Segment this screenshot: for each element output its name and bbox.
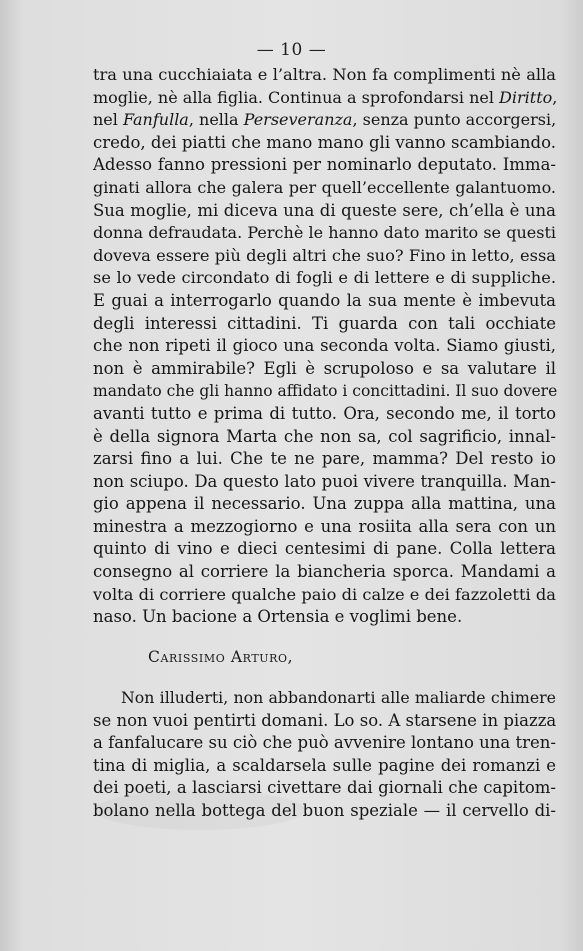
text-line: tra una cucchiaiata e l’altra. Non fa complimenti nè alla (93, 65, 556, 84)
text-line: doveva essere più degli altri che suo? Fino in letto, essa (93, 245, 556, 265)
text-line: minestra a mezzogiorno e una rosiita alla sera con un (93, 516, 556, 536)
text-line: dei poeti, a lasciarsi civettare dai giornali che capitom- (93, 778, 556, 798)
text-line: zarsi fino a lui. Che te ne pare, mamma? Del resto io (93, 449, 556, 469)
letter-salutation: Carissimo Arturo, (148, 648, 294, 666)
text-line: mandato che gli hanno affidato i concittadini. Il suo dovere (93, 382, 558, 401)
text-line: è della signora Marta che non sa, col sagrificio, innal- (93, 426, 556, 446)
text-line: credo, dei piatti che mano mano gli vanno scambiando. (93, 132, 556, 152)
text-line: donna defraudata. Perchè le hanno dato marito se questi (93, 223, 556, 243)
text-line: tina di miglia, a scaldarsela sulle pagine dei romanzi e (93, 755, 556, 775)
text-line: Non illuderti, non abbandonarti alle maliarde chimere (121, 688, 556, 707)
text-line: ginati allora che galera per quell’eccellente galantuomo. (93, 177, 556, 197)
text-line: non sciupo. Da questo lato puoi vivere tranquilla. Man- (93, 471, 556, 491)
text-line: a fanfalucare su ciò che può avvenire lontano una tren- (93, 733, 556, 753)
text-line: non è ammirabile? Egli è scrupoloso e sa valutare il (93, 358, 556, 378)
text-line: quinto di vino e dieci centesimi di pane. Colla lettera (93, 539, 556, 559)
text-line: moglie, nè alla figlia. Continua a sprofondarsi nel Diritto, (93, 87, 558, 107)
text-line: degli interessi cittadini. Ti guarda con tali occhiate (93, 313, 556, 333)
text-line: Adesso fanno pressioni per nominarlo deputato. Imma- (93, 155, 556, 175)
text-line: avanti tutto e prima di tutto. Ora, secondo me, il torto (93, 403, 556, 423)
text-line: gio appena il necessario. Una zuppa alla mattina, una (93, 494, 556, 514)
text-line: consegno al corriere la biancheria sporca. Mandami a (93, 562, 556, 582)
paragraph-letter-2 (93, 687, 556, 823)
text-line: che non ripeti il gioco una seconda volta. Siamo giusti, (93, 336, 556, 356)
page-number: — 10 — (256, 40, 327, 60)
text-line: naso. Un bacione a Ortensia e voglimi bene. (93, 607, 463, 627)
paragraph-letter-1 (93, 64, 556, 629)
text-line: se lo vede circondato di fogli e di lettere e di suppliche. (93, 268, 556, 288)
text-line: nel Fanfulla, nella Perseveranza, senza punto accorgersi, (93, 110, 557, 130)
text-line: E guai a interrogarlo quando la sua mente è imbevuta (93, 290, 556, 310)
text-line: Sua moglie, mi diceva una di queste sere, ch’ella è una (93, 200, 556, 220)
text-line: volta di corriere qualche paio di calze e dei fazzoletti da (93, 584, 556, 604)
text-line: se non vuoi pentirti domani. Lo so. A starsene in piazza (93, 710, 557, 730)
text-line: bolano nella bottega del buon speziale — il cervello di- (93, 800, 556, 820)
